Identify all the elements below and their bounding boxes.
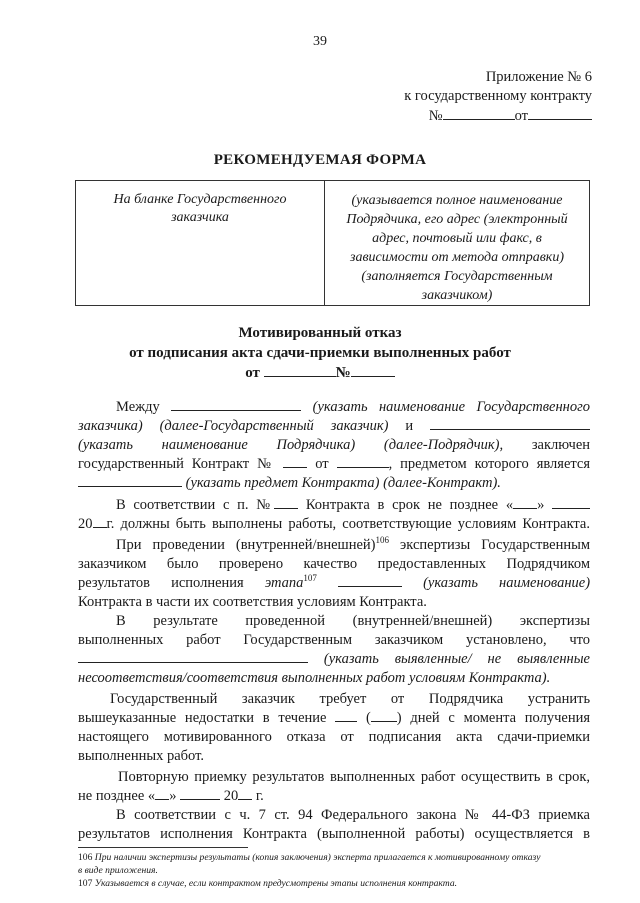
blank-customer-name <box>171 398 301 411</box>
p3-line-3 <box>78 574 590 593</box>
text: проведенной <box>245 613 326 629</box>
text: Контракта в срок не позднее « <box>305 497 514 513</box>
blank-year <box>93 515 107 528</box>
text: (указать наименование Государственного <box>312 399 591 415</box>
text: заказчик <box>241 691 295 707</box>
p3-line-4 <box>78 593 590 612</box>
blank-day <box>513 496 537 509</box>
text: настоящего мотивированного отказа от подписания акта сдачи-приемки <box>78 729 590 745</box>
appendix-line-1: Приложение № 6 <box>485 69 592 85</box>
table-divider <box>324 181 325 305</box>
p6-line-2 <box>78 787 590 806</box>
blank-month <box>552 496 590 509</box>
p1-line-1 <box>78 398 590 417</box>
text: » <box>537 497 545 513</box>
text: экспертизы <box>519 613 590 629</box>
blank-clause <box>274 496 298 509</box>
text: заказчиком <box>78 556 147 572</box>
text: было <box>166 556 199 572</box>
text: заключен <box>531 437 591 453</box>
blank-contract-no <box>283 455 307 468</box>
p5-line-2 <box>78 709 590 728</box>
p3-line-2 <box>78 555 590 574</box>
text: г. должны быть выполнены работы, соответствующие условиям Контракта. <box>106 516 590 532</box>
p4-line-2 <box>78 631 590 650</box>
p6-line-1 <box>78 768 590 787</box>
text: г. <box>255 788 264 804</box>
p4-line-4 <box>78 669 590 688</box>
text: (внутренней/внешней) <box>352 613 493 629</box>
blank-repeat-day <box>155 787 169 800</box>
blank-repeat-month <box>180 787 220 800</box>
header-table-left: На бланке Государственного заказчика <box>113 192 287 225</box>
text: заказчик) <box>330 418 389 434</box>
text: 20 <box>223 788 239 804</box>
p1-line-2 <box>78 417 590 436</box>
text: выявленные <box>517 651 590 667</box>
doc-heading-line-3 <box>0 363 640 383</box>
text: вышеуказанные недостатки в течение <box>78 710 327 726</box>
doc-heading-line-1: Мотивированный отказ <box>238 325 402 341</box>
text: ( <box>365 710 371 726</box>
text: заказчиком <box>374 632 444 648</box>
appendix-line-2: к государственному контракту <box>404 88 592 104</box>
text: результате <box>153 613 218 629</box>
text: ) <box>396 710 402 726</box>
text: В <box>116 613 126 629</box>
text: В соответствии с п. <box>116 497 249 513</box>
text: от <box>315 456 329 472</box>
footnote-number: 106 <box>78 852 93 863</box>
text: проверено <box>218 556 284 572</box>
footnote-106-cont <box>78 864 598 877</box>
text: не позднее « <box>78 788 156 804</box>
blank-repeat-year <box>238 787 252 800</box>
text: несоответствия/соответствия выполненных работ условиям Контракта). <box>78 670 551 686</box>
text: что <box>569 632 591 648</box>
text: Государственный <box>110 691 218 707</box>
p2-line-2 <box>78 515 590 534</box>
text: Подрядчиком <box>506 556 590 572</box>
header-table-right: (указывается полное наименование Подрядчика, его адрес (электронный адрес, почтовый или факс, в зависимости от метода отправки) (заполняется Государственным заказчиком) <box>346 193 568 303</box>
appendix-no-blank <box>443 106 515 120</box>
blank-contract-date <box>337 455 389 468</box>
blank-subject <box>78 474 182 487</box>
text: (указать предмет Контракта) (далее-Контракт). <box>185 475 501 491</box>
text: № <box>256 497 275 513</box>
p5-line-4 <box>78 747 590 766</box>
text: дней с момента получения <box>410 710 591 726</box>
footnote-106 <box>78 851 598 864</box>
p1-line-3 <box>78 436 590 455</box>
appendix-no-label: № <box>428 108 443 124</box>
text: этапа <box>264 575 304 591</box>
text: Между <box>116 399 160 415</box>
text: При проведении (внутренней/внешней) <box>116 537 376 553</box>
text: государственный Контракт № <box>78 456 276 472</box>
text: заказчика) <box>78 418 143 434</box>
text: в виде приложения. <box>78 865 158 876</box>
text: требует <box>319 691 367 707</box>
text: Государственным <box>243 632 353 648</box>
text: При наличии экспертизы результаты (копия заключения) эксперта прилагается к мотивированному отказу <box>94 852 541 863</box>
text: устранить <box>527 691 591 707</box>
text: работ <box>186 632 221 648</box>
text: Подрядчика <box>428 691 504 707</box>
text: выполненных работ. <box>78 748 204 764</box>
p4-line-1 <box>78 612 590 631</box>
doc-heading-no-blank <box>351 364 395 377</box>
p1-line-4 <box>78 455 590 474</box>
text: экспертизы Государственным <box>400 537 591 553</box>
footnote-ref-106: 106 <box>375 535 390 546</box>
header-table <box>75 180 590 306</box>
text: , предметом которого является <box>388 456 591 472</box>
text: качество <box>303 556 358 572</box>
text: » <box>169 788 177 804</box>
text: наименование <box>161 437 248 453</box>
text: предоставленных <box>377 556 487 572</box>
text: выполненных <box>78 632 164 648</box>
text: 20 <box>78 516 93 532</box>
text: В соответствии с ч. 7 ст. 94 Федерального закона № 44-ФЗ приемка <box>116 807 590 823</box>
p7-line-1 <box>78 806 590 825</box>
text: исполнения <box>171 575 244 591</box>
p5-line-1 <box>78 690 590 709</box>
appendix-line-3 <box>429 106 592 126</box>
text: (далее-Государственный <box>159 418 314 434</box>
text: Контракта в части их соответствия условиям Контракта. <box>78 594 427 610</box>
p1-line-5 <box>78 474 590 493</box>
footnote-separator <box>78 847 248 848</box>
text: (указать <box>323 651 379 667</box>
text: от <box>390 691 405 707</box>
footnote-107 <box>78 877 598 890</box>
doc-heading-no: № <box>335 365 351 381</box>
appendix-date-blank <box>528 106 592 120</box>
doc-heading-from: от <box>245 365 260 381</box>
p3-line-1 <box>78 536 590 555</box>
text: не <box>487 651 502 667</box>
text: выявленные/ <box>394 651 472 667</box>
form-title: РЕКОМЕНДУЕМАЯ ФОРМА <box>213 152 427 168</box>
appendix-from-label: от <box>514 108 528 124</box>
p4-line-3 <box>78 650 590 669</box>
text: результатов <box>78 575 151 591</box>
text: (указать <box>78 437 133 453</box>
text: Указывается в случае, если контрактом предусмотрены этапы исполнения контракта. <box>94 878 458 889</box>
doc-heading-date-blank <box>264 364 336 377</box>
text: (далее-Подрядчик), <box>383 437 504 453</box>
doc-heading-line-2: от подписания акта сдачи-приемки выполненных работ <box>129 345 511 361</box>
p2-line-1 <box>78 496 590 515</box>
p5-line-3 <box>78 728 590 747</box>
text: Повторную приемку результатов выполненных работ осуществить в срок, <box>118 769 590 785</box>
text: (указать наименование) <box>423 575 591 591</box>
text: и <box>405 418 414 434</box>
blank-days-num <box>335 709 357 722</box>
footnote-number: 107 <box>78 878 93 889</box>
text: установлено, <box>465 632 547 648</box>
blank-stage <box>338 574 402 587</box>
blank-days-words <box>371 709 397 722</box>
page-number: 39 <box>313 34 327 49</box>
text: результатов исполнения Контракта (выполненной работы) осуществляется в <box>78 826 590 842</box>
p7-line-2 <box>78 825 590 844</box>
footnote-ref-107: 107 <box>303 573 317 584</box>
blank-findings <box>78 650 308 663</box>
blank-contractor <box>430 417 590 430</box>
text: Подрядчика) <box>276 437 356 453</box>
